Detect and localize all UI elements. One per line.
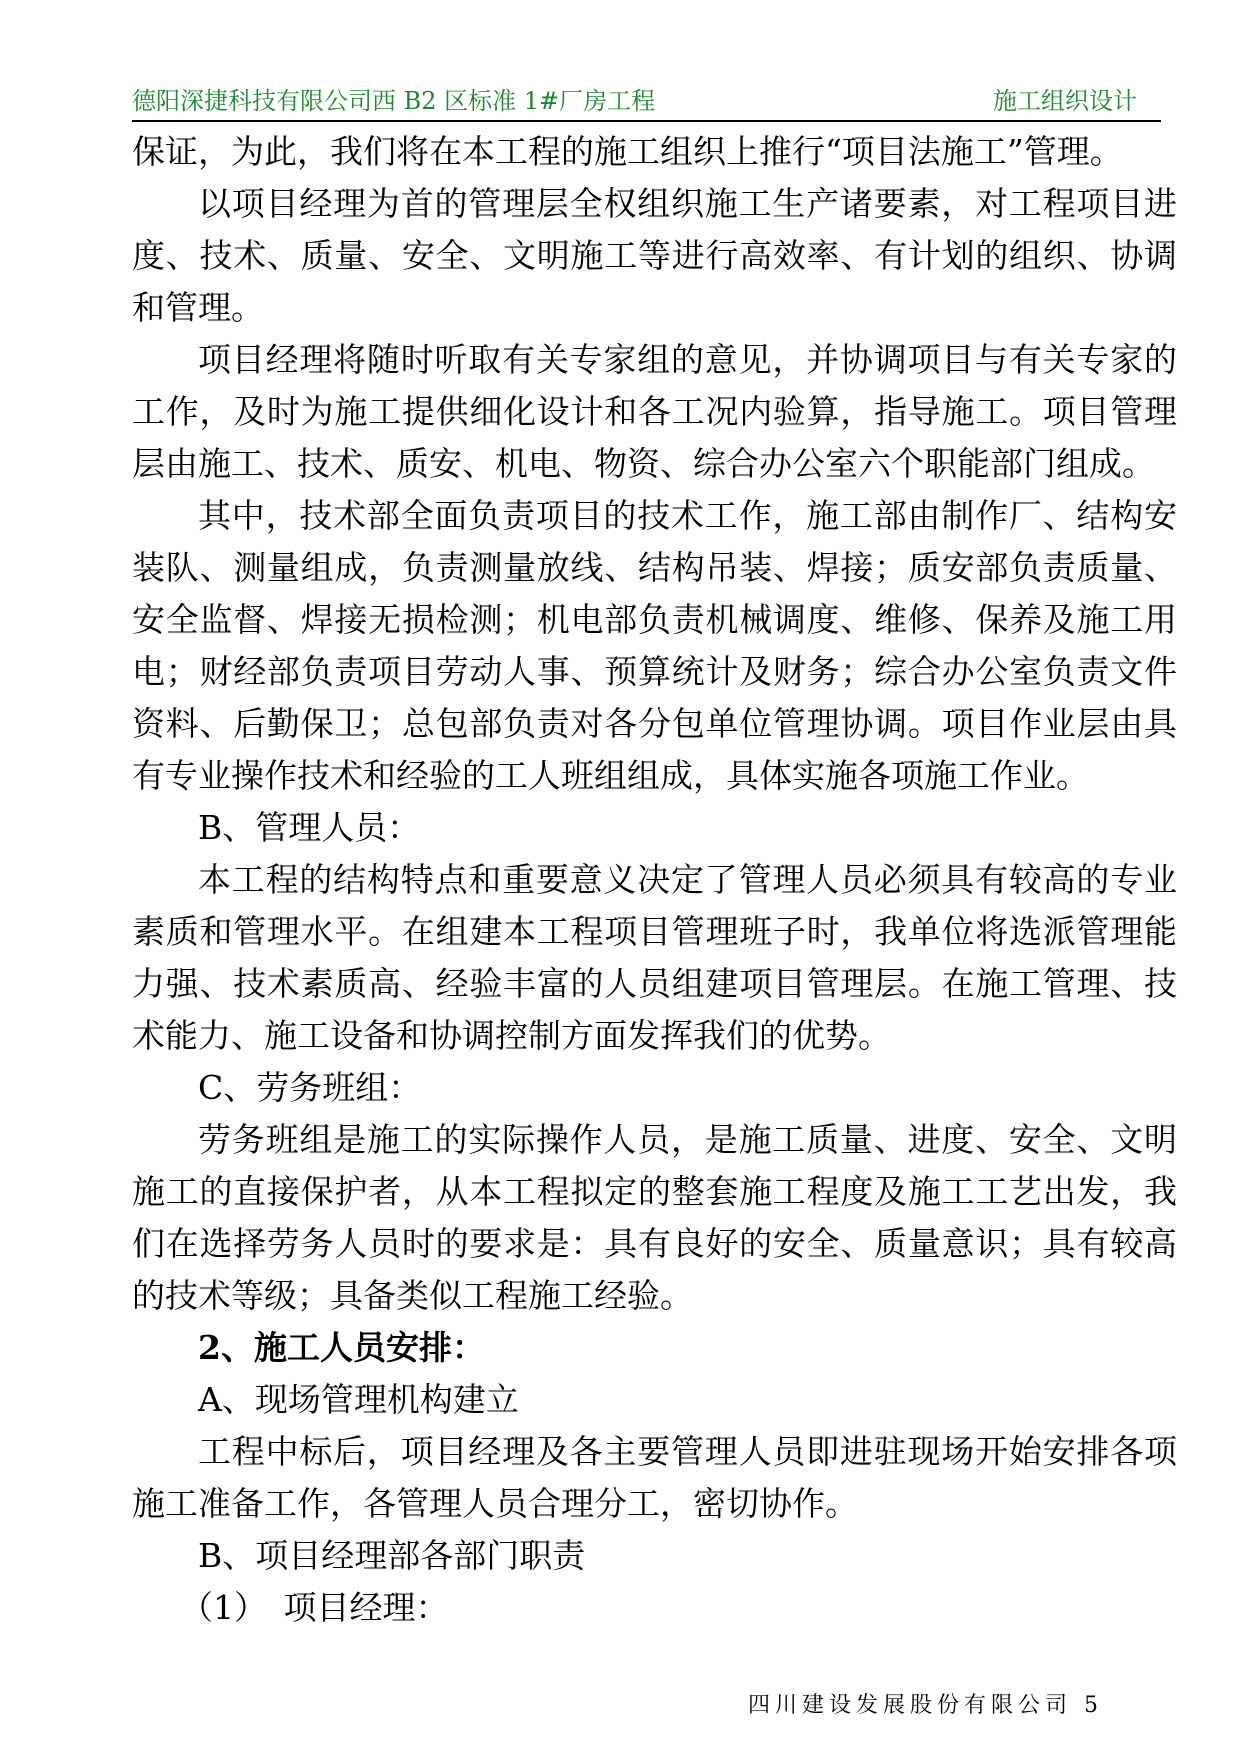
header-section-title: 施工组织设计 [993,87,1137,115]
paragraph: 劳务班组是施工的实际操作人员，是施工质量、进度、安全、文明施工的直接保护者，从本工程拟定的整套施工程度及施工工艺出发，我们在选择劳务人员时的要求是：具有良好的安全、质量意识；具有较高的技术等级；具备类似工程施工经验。 [132,1120,1177,1315]
subheading: C、劳务班组： [198,1068,422,1107]
paragraph: 工程中标后，项目经理及各主要管理人员即进驻现场开始安排各项施工准备工作，各管理人员合理分工，密切协作。 [132,1432,1177,1523]
paragraph: 其中，技术部全面负责项目的技术工作，施工部由制作厂、结构安装队、测量组成，负责测量放线、结构吊装、焊接；质安部负责质量、安全监督、焊接无损检测；机电部负责机械调度、维修、保养及施工用电；财经部负责项目劳动人事、预算统计及财务；综合办公室负责文件资料、后勤保卫；总包部负责对各分包单位管理协调。项目作业层由具有专业操作技术和经验的工人班组组成，具体实施各项施工作业。 [132,496,1177,795]
section-heading: 2、施工人员安排： [198,1328,485,1367]
body-text [132,126,1177,1634]
page-footer: 四川建设发展股份有限公司 5 [748,1693,1103,1718]
paragraph: 本工程的结构特点和重要意义决定了管理人员必须具有较高的专业素质和管理水平。在组建本工程项目管理班子时，我单位将选派管理能力强、技术素质高、经验丰富的人员组建项目管理层。在施工管理、技术能力、施工设备和协调控制方面发挥我们的优势。 [132,860,1177,1055]
page-header [132,86,1161,122]
subheading: A、现场管理机构建立 [198,1380,519,1419]
paragraph: 保证，为此，我们将在本工程的施工组织上推行“项目法施工”管理。 [132,132,1123,171]
list-item: （1） 项目经理： [180,1588,449,1627]
paragraph: 项目经理将随时听取有关专家组的意见，并协调项目与有关专家的工作，及时为施工提供细化设计和各工况内验算，指导施工。项目管理层由施工、技术、质安、机电、物资、综合办公室六个职能部门组成。 [132,340,1177,483]
paragraph: 以项目经理为首的管理层全权组织施工生产诸要素，对工程项目进度、技术、质量、安全、文明施工等进行高效率、有计划的组织、协调和管理。 [132,184,1177,327]
header-project-title: 德阳深捷科技有限公司西 B2 区标准 1#厂房工程 [132,87,656,115]
subheading: B、管理人员： [198,808,421,847]
subheading: B、项目经理部各部门职责 [198,1536,586,1575]
